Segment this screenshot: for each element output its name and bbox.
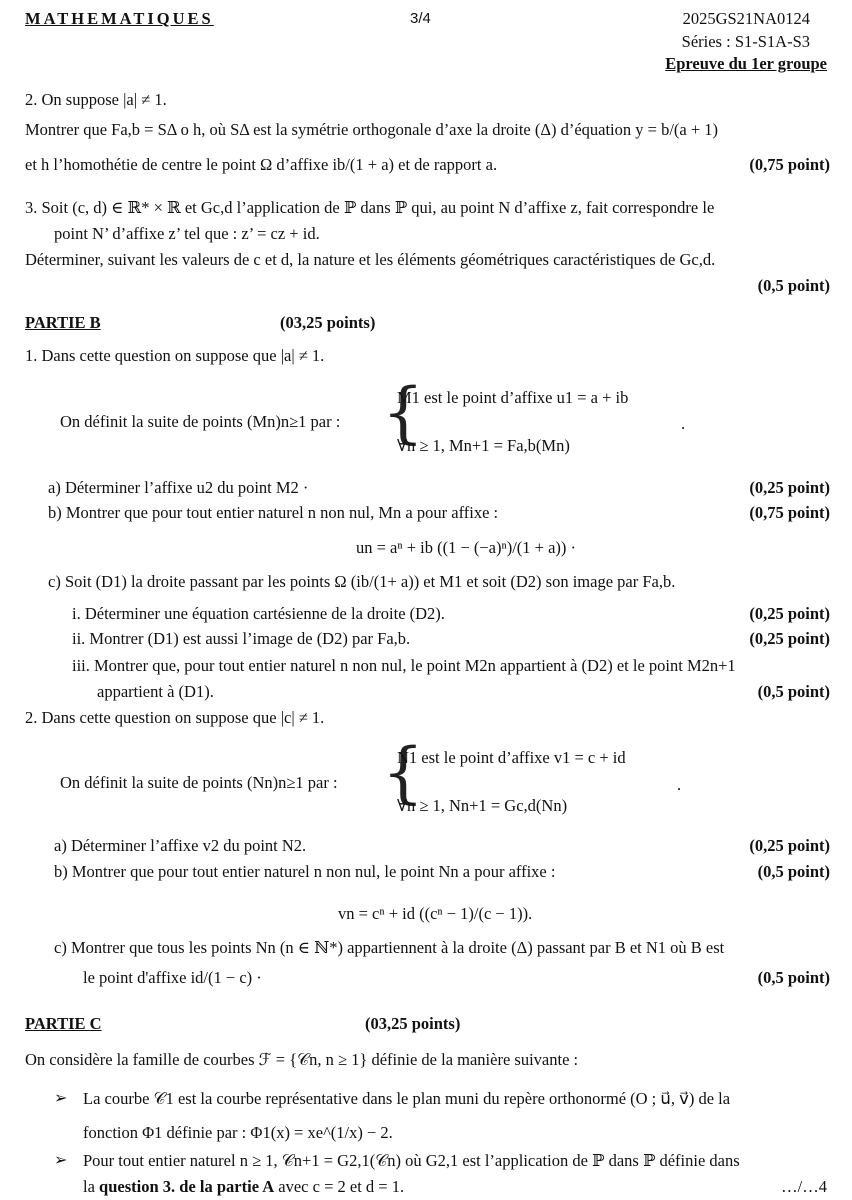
section-points-partie-c: (03,25 points) [365,1014,461,1033]
points-badge-p-b2a: (0,25 point) [749,836,830,855]
system-brace-1: { [382,374,424,451]
text-line-a3-l1: 3. Soit (c, d) ∈ ℝ* × ℝ et Gc,d l’application de ℙ dans ℙ qui, au point N d’affixe z, fait correspondre le [25,198,715,217]
text-line-b2-def: On définit la suite de points (Nn)n≥1 par : [60,773,338,792]
points-badge-p-b1ci: (0,25 point) [749,604,830,623]
points-badge-p-b2b: (0,5 point) [757,862,830,881]
text-line-a2-l2: Montrer que Fa,b = SΔ o h, où SΔ est la symétrie orthogonale d’axe la droite (Δ) d’équation y = b/(a + 1) [25,120,719,139]
text-line-b2-l1: 2. Dans cette question on suppose que |c| ≠ 1. [25,708,325,727]
text-line-c-b2-1: Pour tout entier naturel n ≥ 1, 𝒞n+1 = G2,1(𝒞n) où G2,1 est l’application de ℙ dans ℙ définie dans [83,1151,740,1170]
points-badge-p-a2: (0,75 point) [749,155,830,174]
page-number: 3/4 [410,10,431,27]
page-footer: …/…4 [781,1177,827,1196]
points-badge-p-b1ciii: (0,5 point) [757,682,830,701]
text-line-a2-l1: 2. On suppose |a| ≠ 1. [25,90,167,109]
section-title-partie-b: PARTIE B [25,313,101,332]
bullet-arrow-icon: ➢ [54,1152,68,1169]
section-points-partie-b: (03,25 points) [280,313,376,332]
text-line-b1a: a) Déterminer l’affixe u2 du point M2 · [48,478,309,497]
text-line-b1-dot: . [681,414,686,433]
text-line-b2c-2: le point d'affixe id/(1 − c) · [83,968,262,987]
points-badge-p-b1cii: (0,25 point) [749,629,830,648]
text-line-b1ciii-2: appartient à (D1). [97,682,214,701]
points-badge-p-a3: (0,5 point) [757,276,830,295]
bullet-arrow-icon: ➢ [54,1090,68,1107]
text-line-b2c-1: c) Montrer que tous les points Nn (n ∈ ℕ*) appartiennent à la droite (Δ) passant par B et N1 où B est [54,938,725,957]
text-line-b2a: a) Déterminer l’affixe v2 du point N2. [54,836,307,855]
text-line-b1b-f: un = aⁿ + ib ((1 − (−a)ⁿ)/(1 + a)) · [356,538,577,557]
text-line-a3-l2: point N’ d’affixe z’ tel que : z’ = cz + id. [54,224,320,243]
text-line-b1cii: ii. Montrer (D1) est aussi l’image de (D2) par Fa,b. [72,629,411,648]
section-title-partie-c: PARTIE C [25,1014,102,1033]
subject-title: MATHEMATIQUES [25,9,214,28]
points-badge-p-b2c: (0,5 point) [757,968,830,987]
last-line-prefix: la [83,1177,100,1196]
text-line-b1b: b) Montrer que pour tout entier naturel n non nul, Mn a pour affixe : [48,503,499,522]
exam-series: Séries : S1-S1A-S3 [681,32,810,51]
text-line-b1ciii-1: iii. Montrer que, pour tout entier naturel n non nul, le point M2n appartient à (D2) et le point M2n+1 [72,656,736,675]
text-line-b2b: b) Montrer que pour tout entier naturel n non nul, le point Nn a pour affixe : [54,862,556,881]
text-line-b2-sys1: N1 est le point d’affixe v1 = c + id [397,748,626,767]
text-line-c-b1-1: La courbe 𝒞1 est la courbe représentative dans le plan muni du repère orthonormé (O ; u⃗, v⃗) de la [83,1089,731,1108]
last-line-suffix: avec c = 2 et d = 1. [274,1177,405,1196]
text-line-last [83,1177,404,1197]
text-line-b2b-f: vn = cⁿ + id ((cⁿ − 1)/(c − 1)). [338,904,533,923]
text-line-a2-l3: et h l’homothétie de centre le point Ω d’affixe ib/(1 + a) et de rapport a. [25,155,498,174]
points-badge-p-b1a: (0,25 point) [749,478,830,497]
last-line-ref: question 3. de la partie A [99,1177,275,1196]
text-line-b1ci: i. Déterminer une équation cartésienne de la droite (D2). [72,604,445,623]
text-line-b1c: c) Soit (D1) la droite passant par les points Ω (ib/(1+ a)) et M1 et soit (D2) son image par Fa,b. [48,572,676,591]
points-badge-p-b1b: (0,75 point) [749,503,830,522]
text-line-b2-dot: . [677,775,682,794]
exam-group: Epreuve du 1er groupe [665,54,827,73]
text-line-b1-def: On définit la suite de points (Mn)n≥1 par : [60,412,341,431]
text-line-b1-l1: 1. Dans cette question on suppose que |a| ≠ 1. [25,346,325,365]
text-line-c-l1: On considère la famille de courbes ℱ = {𝒞n, n ≥ 1} définie de la manière suivante : [25,1050,579,1069]
text-line-b2-sys2: ∀n ≥ 1, Nn+1 = Gc,d(Nn) [397,796,568,815]
text-line-a3-l3: Déterminer, suivant les valeurs de c et d, la nature et les éléments géométriques caractéristiques de Gc,d. [25,250,716,269]
system-brace-2: { [382,734,424,811]
text-line-c-b1-2: fonction Φ1 définie par : Φ1(x) = xe^(1/x) − 2. [83,1123,393,1142]
text-line-b1-sys1: M1 est le point d’affixe u1 = a + ib [397,388,629,407]
exam-code: 2025GS21NA0124 [682,9,810,28]
text-line-b1-sys2: ∀n ≥ 1, Mn+1 = Fa,b(Mn) [397,436,570,455]
